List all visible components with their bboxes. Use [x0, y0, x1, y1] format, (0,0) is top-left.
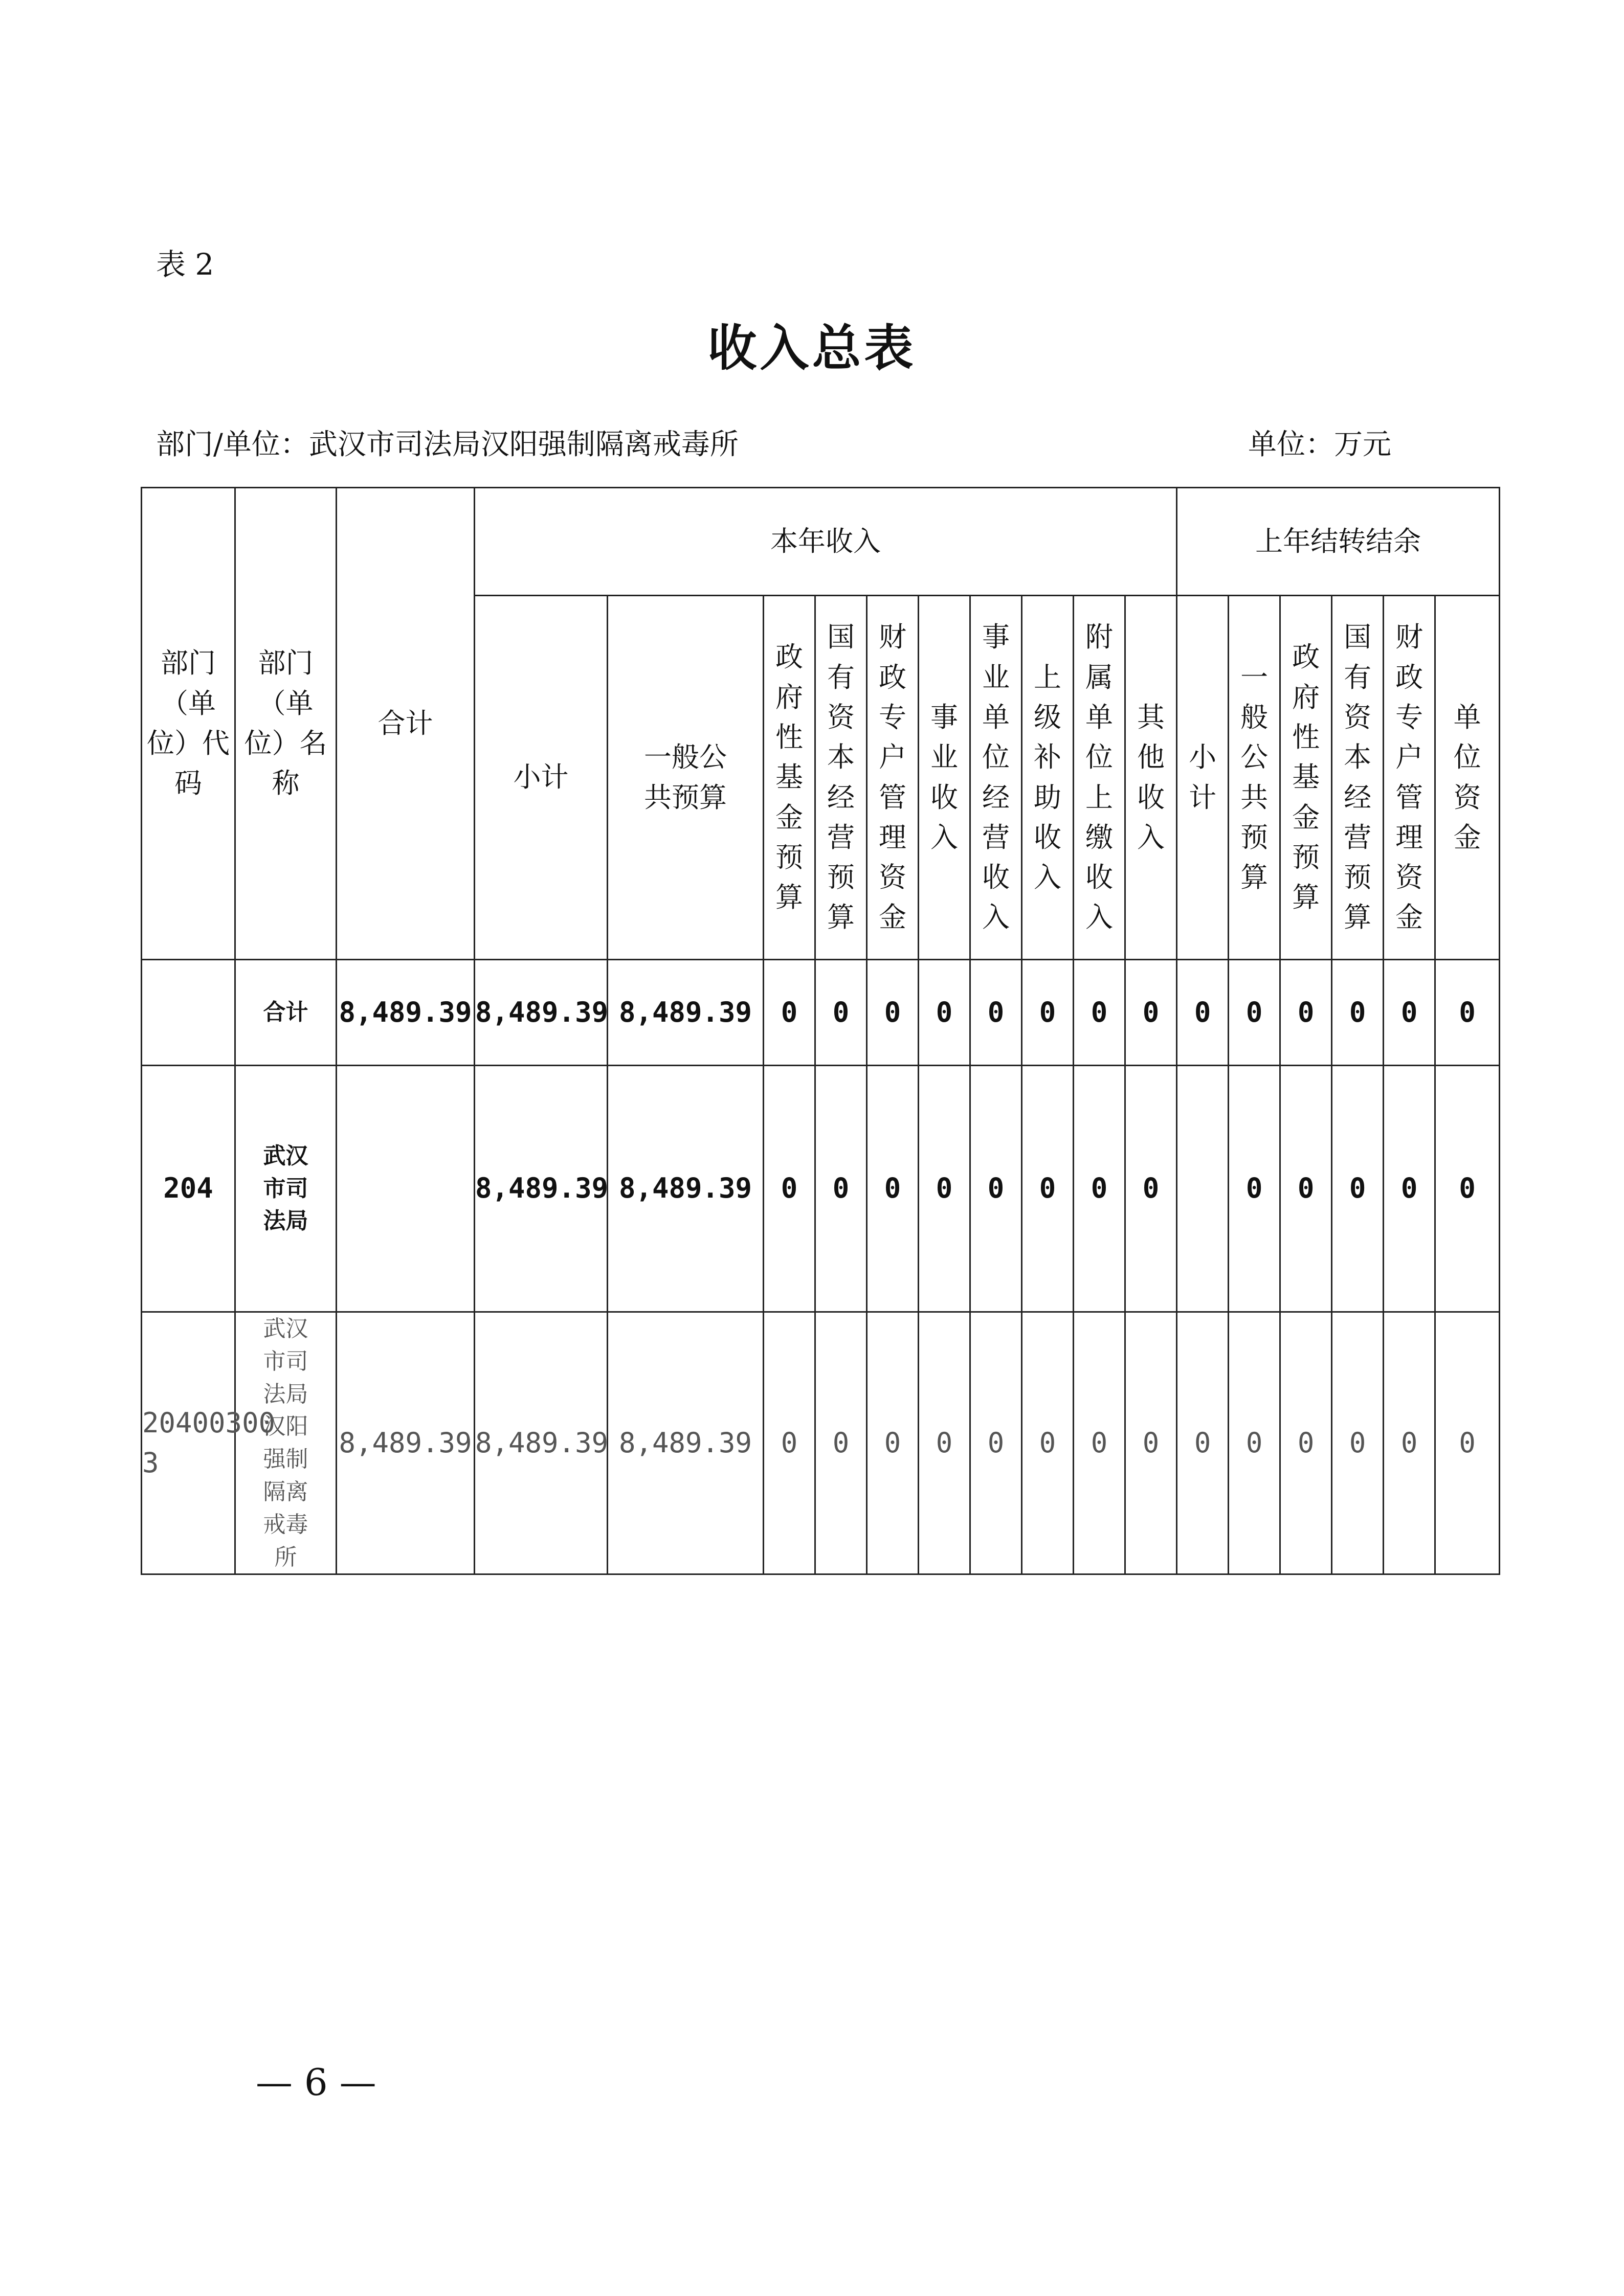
row-prior-subtotal	[1177, 1066, 1229, 1312]
header-cur-subtotal: 小计	[475, 596, 608, 960]
row-name: 武汉市司法局	[235, 1066, 337, 1312]
header-prior-general-budget: 一般公共预算	[1229, 596, 1280, 960]
row-cur-special-account: 0	[867, 1066, 919, 1312]
row-cur-business-operation: 0	[970, 1066, 1022, 1312]
row-cur-state-capital: 0	[815, 1066, 867, 1312]
row-code: 204003003	[142, 1312, 235, 1574]
header-cur-gov-fund: 政府性基金预算	[764, 596, 815, 960]
unit-label: 单位：万元	[1248, 428, 1391, 461]
header-prior-unit-funds: 单位资金	[1435, 596, 1500, 960]
row-cur-business-income: 0	[919, 1312, 970, 1574]
header-current-year: 本年收入	[475, 488, 1177, 596]
row-cur-general-budget: 8,489.39	[608, 1312, 764, 1574]
row-cur-general-budget: 8,489.39	[608, 1066, 764, 1312]
row-cur-superior-subsidy: 0	[1022, 1312, 1074, 1574]
row-cur-other-income: 0	[1125, 1312, 1177, 1574]
page-number: — 6 —	[256, 2061, 376, 2104]
income-summary-table	[141, 487, 1500, 1575]
row-cur-superior-subsidy: 0	[1022, 960, 1074, 1066]
row-cur-general-budget: 8,489.39	[608, 960, 764, 1066]
row-cur-superior-subsidy: 0	[1022, 1066, 1074, 1312]
header-prior-year: 上年结转结余	[1177, 488, 1500, 596]
row-cur-special-account: 0	[867, 1312, 919, 1574]
row-total: 8,489.39	[337, 960, 475, 1066]
row-name: 合计	[235, 960, 337, 1066]
row-code: 204	[142, 1066, 235, 1312]
row-cur-gov-fund: 0	[764, 960, 815, 1066]
row-total: 8,489.39	[337, 1312, 475, 1574]
row-cur-business-operation: 0	[970, 960, 1022, 1066]
row-name: 武汉市司法局汉阳强制隔离戒毒所	[235, 1312, 337, 1574]
row-cur-gov-fund: 0	[764, 1312, 815, 1574]
row-prior-unit-funds: 0	[1435, 1312, 1500, 1574]
table-row	[142, 960, 1500, 1066]
header-dept-name: 部门（单位）名称	[235, 488, 337, 960]
row-prior-gov-fund: 0	[1280, 1312, 1332, 1574]
header-cur-state-capital: 国有资本经营预算	[815, 596, 867, 960]
row-prior-general-budget: 0	[1229, 960, 1280, 1066]
row-prior-state-capital: 0	[1332, 960, 1384, 1066]
table-label: 表 2	[156, 247, 214, 282]
row-prior-state-capital: 0	[1332, 1066, 1384, 1312]
row-prior-general-budget: 0	[1229, 1066, 1280, 1312]
table-row	[142, 1066, 1500, 1312]
page-title: 收入总表	[707, 319, 917, 377]
table-row	[142, 1312, 1500, 1574]
row-code	[142, 960, 235, 1066]
header-total: 合计	[337, 488, 475, 960]
row-prior-unit-funds: 0	[1435, 960, 1500, 1066]
row-total	[337, 1066, 475, 1312]
header-prior-subtotal: 小计	[1177, 596, 1229, 960]
row-cur-subordinate-payment: 0	[1074, 1312, 1125, 1574]
row-cur-subtotal: 8,489.39	[475, 1312, 608, 1574]
row-cur-subordinate-payment: 0	[1074, 1066, 1125, 1312]
row-prior-state-capital: 0	[1332, 1312, 1384, 1574]
row-cur-subtotal: 8,489.39	[475, 1066, 608, 1312]
header-row-1	[142, 488, 1500, 596]
row-prior-unit-funds: 0	[1435, 1066, 1500, 1312]
header-cur-business-operation: 事业单位经营收入	[970, 596, 1022, 960]
row-prior-special-account: 0	[1384, 960, 1435, 1066]
row-cur-subordinate-payment: 0	[1074, 960, 1125, 1066]
row-cur-state-capital: 0	[815, 1312, 867, 1574]
row-cur-business-income: 0	[919, 960, 970, 1066]
row-cur-business-operation: 0	[970, 1312, 1022, 1574]
row-cur-state-capital: 0	[815, 960, 867, 1066]
header-cur-general-budget: 一般公共预算	[608, 596, 764, 960]
header-cur-superior-subsidy: 上级补助收入	[1022, 596, 1074, 960]
header-prior-state-capital: 国有资本经营预算	[1332, 596, 1384, 960]
row-cur-gov-fund: 0	[764, 1066, 815, 1312]
row-prior-gov-fund: 0	[1280, 1066, 1332, 1312]
row-cur-subtotal: 8,489.39	[475, 960, 608, 1066]
header-prior-special-account: 财政专户管理资金	[1384, 596, 1435, 960]
row-cur-special-account: 0	[867, 960, 919, 1066]
row-prior-special-account: 0	[1384, 1312, 1435, 1574]
row-prior-general-budget: 0	[1229, 1312, 1280, 1574]
header-cur-business-income: 事业收入	[919, 596, 970, 960]
header-cur-subordinate-payment: 附属单位上缴收入	[1074, 596, 1125, 960]
row-prior-subtotal: 0	[1177, 960, 1229, 1066]
header-dept-code: 部门（单位）代码	[142, 488, 235, 960]
row-cur-business-income: 0	[919, 1066, 970, 1312]
row-prior-subtotal: 0	[1177, 1312, 1229, 1574]
row-cur-other-income: 0	[1125, 1066, 1177, 1312]
header-prior-gov-fund: 政府性基金预算	[1280, 596, 1332, 960]
header-cur-other-income: 其他收入	[1125, 596, 1177, 960]
header-cur-special-account: 财政专户管理资金	[867, 596, 919, 960]
row-prior-gov-fund: 0	[1280, 960, 1332, 1066]
department-label: 部门/单位：武汉市司法局汉阳强制隔离戒毒所	[156, 428, 739, 461]
row-prior-special-account: 0	[1384, 1066, 1435, 1312]
row-cur-other-income: 0	[1125, 960, 1177, 1066]
